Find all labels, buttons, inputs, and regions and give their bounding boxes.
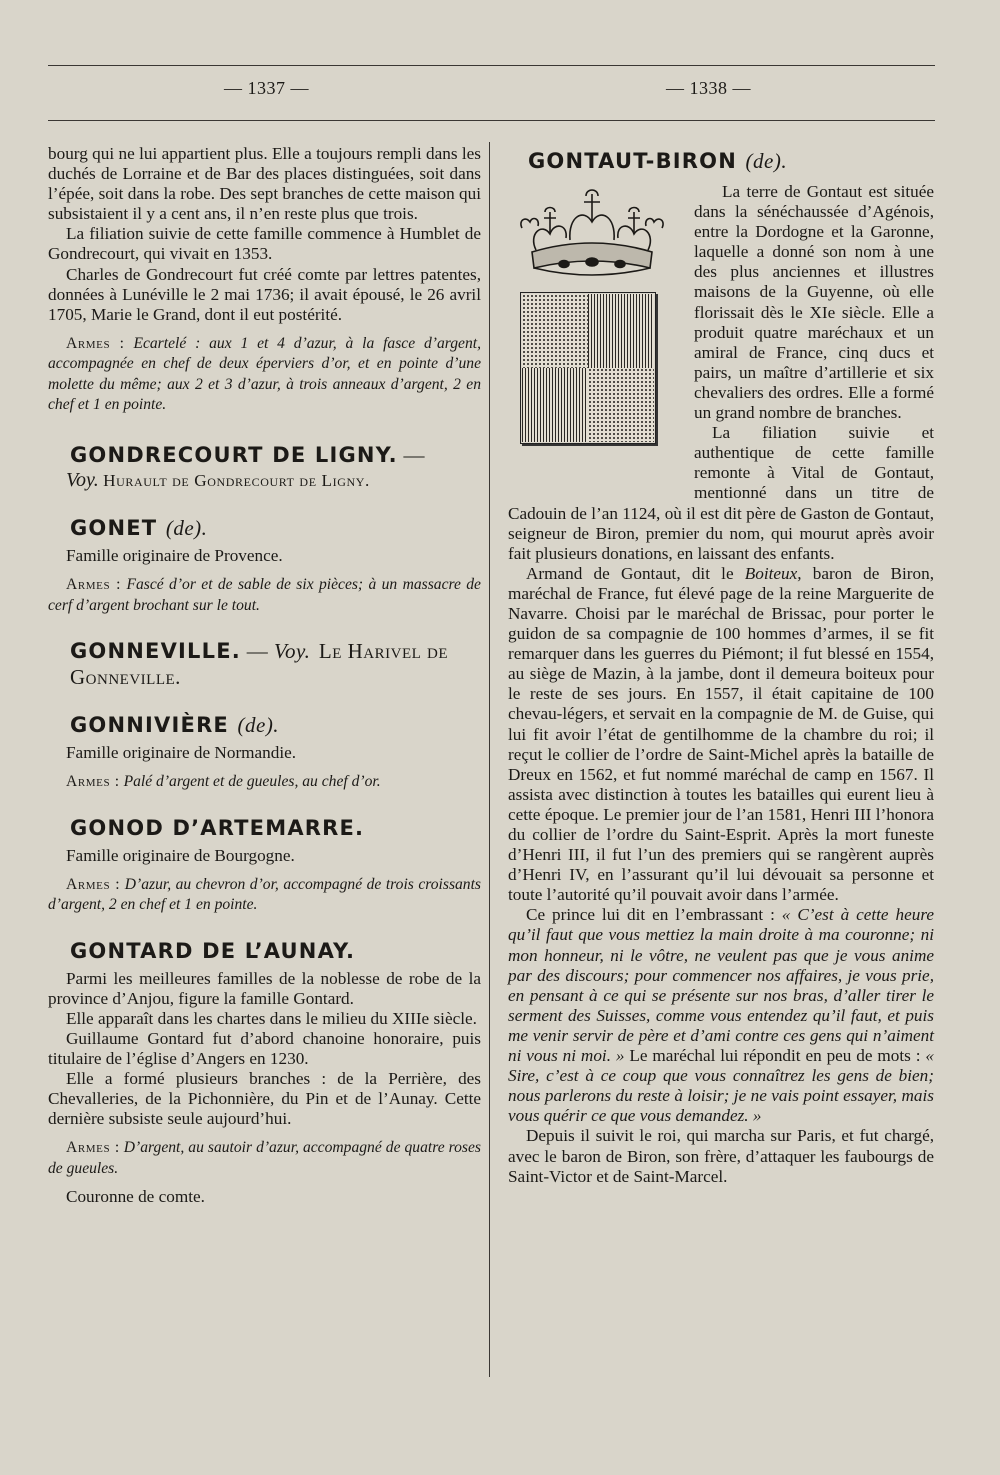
intro-arms: Armes : Ecartelé : aux 1 et 4 d’azur, à la fasce d’argent, accompagnée en chef de deux éperviers d’or, et en pointe d’une molette du même; aux 2 et 3 d’azur, à trois anneaux d’argent, 2 en chef et 1 en pointe. [48, 334, 481, 414]
entry-title-gonod: GONOD D’ARTEMARRE. [70, 815, 365, 840]
gontaut-paragraph-3: Armand de Gontaut, dit le Boiteux, baron de Biron, maréchal de France, fut élevé page de la reine Marguerite de Navarre. Choisi par le maréchal de Brissac, pour porter le guidon de sa compagnie de 100 hommes d’armes, il se fit remarquer dans les guerres du Piémont; il fut blessé en 1554, au siège de Mazin, à la jambe, dont il demeura boiteux pour le reste de ses jours. En 1557, il était capitaine de 100 chevau-légers, et servait en la compagnie de M. de Guise, qui lui fit avoir l’état de gentilhomme de la chambre du roi; il reçut le collier de l’ordre de Saint-Michel après la bataille de Dreux en 1562, et fut nommé maréchal de camp en 1567. Il assista avec distinction à toutes les batailles qui eurent lieu à cette époque. Le premier jour de l’an 1581, Henri III l’honora du collier de l’ordre du Saint-Esprit. Après la mort funeste d’Henri III, il fut l’un des premiers qui se rangèrent auprès d’Henri IV, en l’assurant qu’il lui dévouait sa personne et toute l’autorité qu’il pouvait avoir dans l’armée. [508, 563, 934, 905]
gontaut-paragraph-2: La filiation suivie et authentique de cette famille remonte à Vital de Gontaut, mentionné dans un titre de Cadouin de l’an 1124, où il est dit père de Gaston de Gontaut, seigneur de Biron, premier du nom, qui mourut après avoir fait plusieurs donations, en laissant des enfants. [508, 423, 934, 563]
left-column [48, 144, 481, 1208]
entry-title-gonniviere: GONNIVIÈRE (de). [70, 713, 280, 738]
intro-paragraph-2: La filiation suivie de cette famille commence à Humblet de Gondrecourt, qui vivait en 1353. [48, 224, 481, 264]
gonod-text: Famille originaire de Bourgogne. [66, 845, 295, 865]
gontaut-paragraph-1: La terre de Gontaut est située dans la sénéchaussée d’Agénois, entre la Dordogne et la Garonne, laquelle a donné son nom à une des plus anciennes et illustres maisons de la Guyenne, où elle florissait dès le XIe siècle. Elle a produit quatre maréchaux et un amiral de France, cinq ducs et pairs, un maître d’artillerie et six chevaliers des ordres. Elle a formé un grand nombre de branches. [694, 182, 934, 423]
gontard-paragraph-3: Guillaume Gontard fut d’abord chanoine honoraire, puis titulaire de l’église d’Angers en 1230. [48, 1029, 481, 1069]
gonet-text: Famille originaire de Provence. [66, 545, 283, 565]
gonniviere-text: Famille originaire de Normandie. [66, 743, 297, 763]
entry-title-gonneville: GONNEVILLE. — Voy. Le Harivel de Gonneville. [70, 639, 449, 690]
count-crown-icon [512, 182, 672, 277]
coat-of-arms-illustration [496, 182, 686, 482]
left-page-number: — 1337 — [224, 78, 309, 98]
right-column [508, 144, 934, 1187]
gontard-crown: Couronne de comte. [66, 1187, 205, 1207]
shield-icon [520, 292, 656, 444]
intro-paragraph-3: Charles de Gondrecourt fut créé comte par lettres patentes, données à Lunéville le 2 mai 1736; il avait épousé, le 26 avril 1705, Marie le Grand, dont il eut postérité. [48, 264, 481, 324]
gonet-arms: Armes : Fascé d’or et de sable de six pièces; à un massacre de cerf d’argent brochant sur le tout. [48, 576, 481, 614]
entry-title-gontaut-biron: GONTAUT-BIRON (de). [528, 149, 788, 173]
entry-title-gondrecourt: GONDRECOURT DE LIGNY. — [70, 442, 426, 467]
gontard-paragraph-4: Elle a formé plusieurs branches : de la Perrière, des Chevalleries, de la Pichonnière, du Pin et de l’Aunay. Cette dernière subsiste seule aujourd’hui. [48, 1069, 481, 1129]
gontaut-paragraph-4: Ce prince lui dit en l’embrassant : « C’est à cette heure qu’il faut que vous mettiez la main droite à ma couronne; ni mon honneur, ni le vôtre, ne veulent pas que je vous anime par des discours; pour commencer nos affaires, je vous prie, en pensant à ce qui se présente sur nos bras, d’aller tirer le serment des Suisses, comme vous entendez qu’il faut, et puis me venir servir de père et d’ami contre ces gens qui n’aiment ni vous ni moi. » Le maréchal lui répondit en peu de mots : « Sire, c’est à ce coup que vous connaîtrez les gens de bien; nous parlerons du reste à loisir; je ne vais point essayer, mais vous quérir ce que vous demandez. » [508, 905, 934, 1126]
entry-title-gonet: GONET (de). [70, 515, 208, 540]
top-rule [48, 65, 935, 66]
intro-paragraph-1: bourg qui ne lui appartient plus. Elle a toujours rempli dans les duchés de Lorraine et de Bar des places distinguées, soit dans l’épée, soit dans la robe. Des sept branches de cette maison qui subsistaient il y a cent ans, il n’en reste plus que trois. [48, 144, 481, 224]
column-divider [489, 142, 490, 1377]
header-rule [48, 120, 935, 121]
arms-label: Armes : [66, 334, 125, 352]
gontard-arms: Armes : D’argent, au sautoir d’azur, accompagné de quatre roses de gueules. [48, 1139, 481, 1177]
right-page-number: — 1338 — [666, 78, 751, 98]
entry-title-gontard: GONTARD DE L’AUNAY. [70, 938, 356, 963]
gonod-arms: Armes : D’azur, au chevron d’or, accompagné de trois croissants d’argent, 2 en chef et 1 en pointe. [48, 875, 482, 914]
gontaut-paragraph-5: Depuis il suivit le roi, qui marcha sur Paris, et fut chargé, avec le baron de Biron, son frère, d’attaquer les faubourgs de Saint-Victor et de Saint-Marcel. [508, 1126, 934, 1186]
gondrecourt-crossref: Voy. Hurault de Gondrecourt de Ligny. [66, 468, 370, 491]
gonniviere-arms: Armes : Palé d’argent et de gueules, au chef d’or. [66, 773, 381, 791]
gontard-paragraph-1: Parmi les meilleures familles de la noblesse de robe de la province d’Anjou, figure la famille Gontard. [48, 968, 481, 1008]
gontard-paragraph-2: Elle apparaît dans les chartes dans le milieu du XIIIe siècle. [66, 1008, 477, 1028]
